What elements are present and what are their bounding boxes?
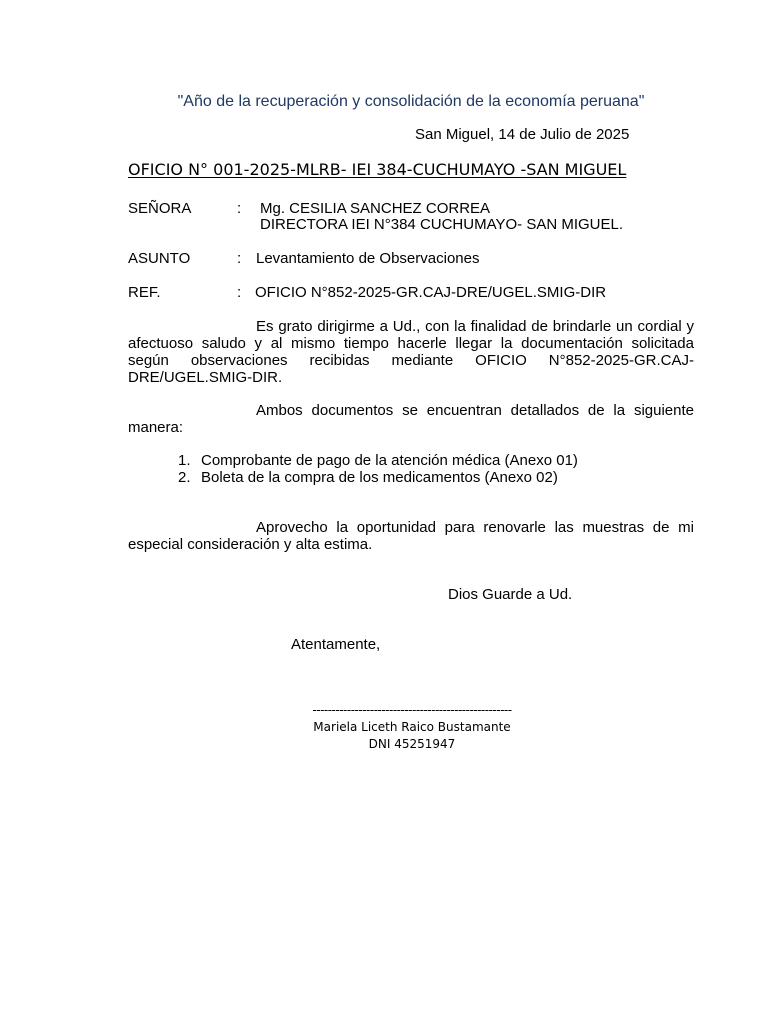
recipient-name: Mg. CESILIA SANCHEZ CORREA [260,200,491,217]
list-item-text: Comprobante de pago de la atención médica (Anexo 01) [201,452,578,469]
year-motto: "Año de la recuperación y consolidación de la economía peruana" [177,93,645,110]
oficio-title: OFICIO N° 001-2025-MLRB- IEI 384-CUCHUMAYO -SAN MIGUEL [128,160,627,179]
body-paragraph-2-text: Ambos documentos se encuentran detallados de la siguiente manera: [128,402,694,436]
body-paragraph-1-text: Es grato dirigirme a Ud., con la finalidad de brindarle un cordial y afectuoso saludo y al mismo tiempo hacerle llegar la documentación solicitada según observaciones recibidas mediante OFICIO N°852-2025-GR.CAJ-DRE/UGEL.SMIG-DIR. [128,318,694,386]
subject-label: ASUNTO [128,250,191,267]
signature-block [262,702,562,753]
attachments-list [178,452,578,486]
body-paragraph-1 [128,318,694,386]
subject-colon: : [237,250,242,267]
list-item-text: Boleta de la compra de los medicamentos (Anexo 02) [201,469,558,486]
reference-value: OFICIO N°852-2025-GR.CAJ-DRE/UGEL.SMIG-DIR [255,284,607,301]
signer-dni: DNI 45251947 [368,737,456,751]
subject-value: Levantamiento de Observaciones [256,250,480,267]
body-paragraph-3 [128,519,694,553]
reference-colon: : [237,284,242,301]
list-item [178,452,578,469]
recipient-colon: : [237,200,242,217]
closing-blessing: Dios Guarde a Ud. [448,586,573,603]
body-paragraph-3-text: Aprovecho la oportunidad para renovarle las muestras de mi especial consideración y alta estima. [128,519,694,553]
body-paragraph-2 [128,402,694,436]
recipient-label: SEÑORA [128,200,192,217]
place-date: San Miguel, 14 de Julio de 2025 [415,126,630,143]
signer-name: Mariela Liceth Raico Bustamante [313,720,511,734]
reference-label: REF. [128,284,161,301]
list-item-number: 2. [178,469,191,486]
signature-line: ---------------------------------------------------- [312,703,512,717]
recipient-role: DIRECTORA IEI N°384 CUCHUMAYO- SAN MIGUEL. [260,216,624,233]
closing-regards: Atentamente, [291,636,381,653]
list-item-number: 1. [178,452,191,469]
list-item [178,469,578,486]
